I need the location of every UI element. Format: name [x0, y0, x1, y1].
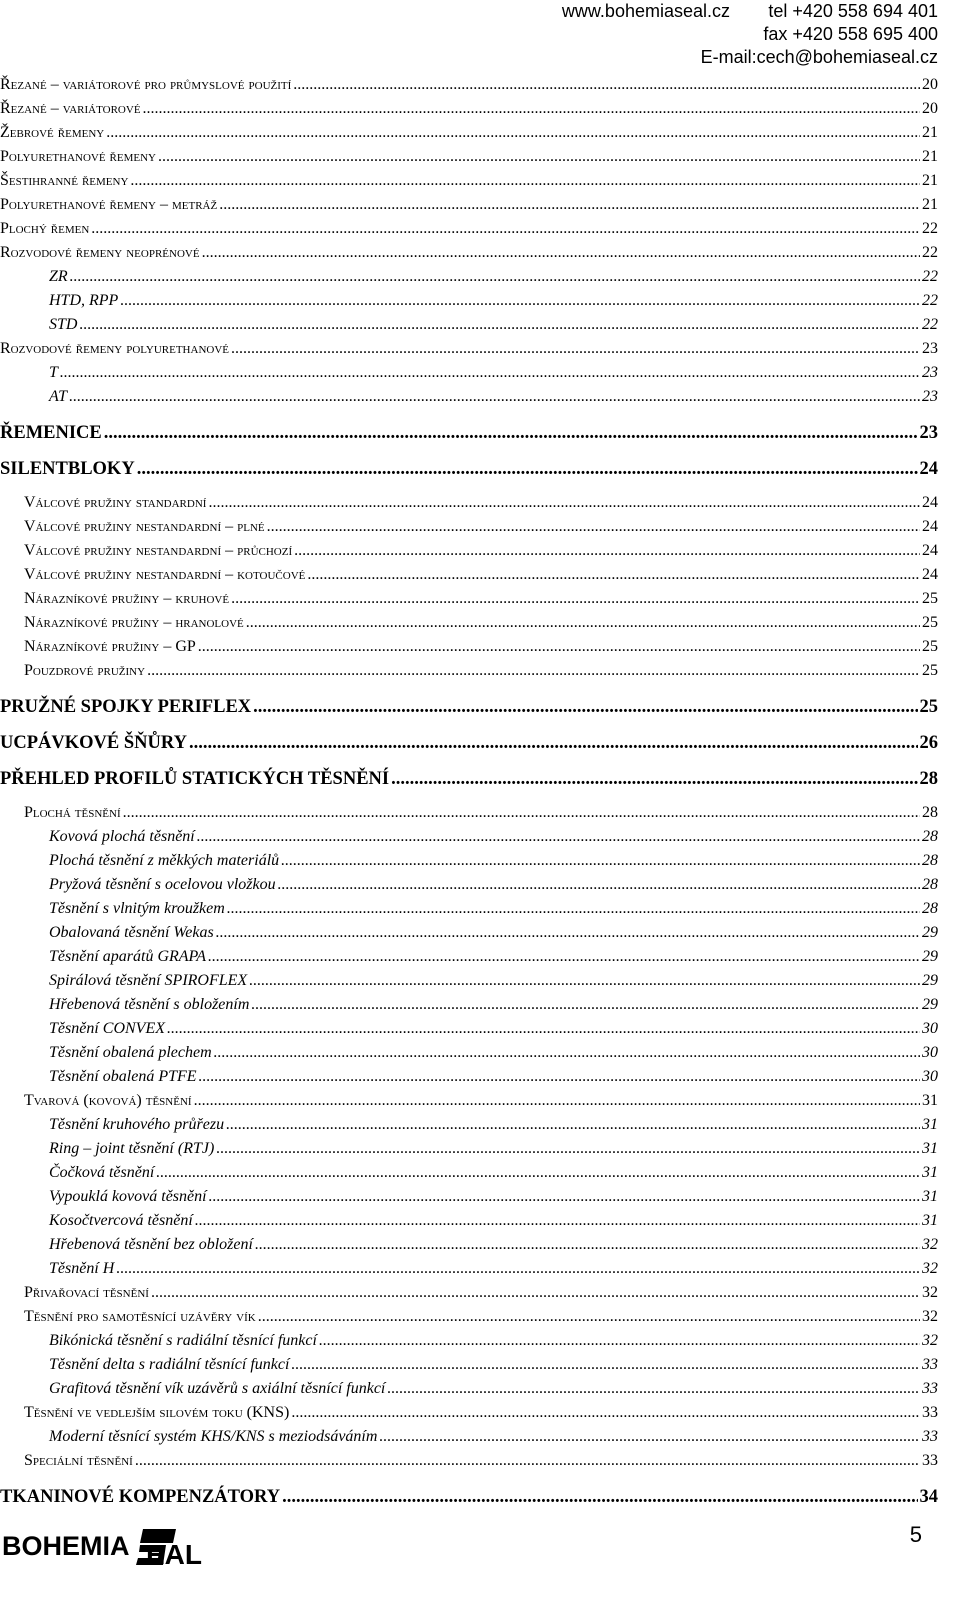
toc-leader-dots — [281, 849, 920, 873]
toc-entry[interactable] — [0, 491, 938, 515]
toc-entry-title: Grafitová těsnění vík uzávěrů s axiální těsnící funkcí — [49, 1380, 386, 1397]
toc-entry-page: 32 — [922, 1236, 938, 1253]
toc-entry-title: Šestihranné řemeny — [0, 172, 129, 189]
toc-leader-dots — [214, 1041, 920, 1065]
toc-entry-title: Těsnění H — [49, 1260, 115, 1277]
toc-entry-title: Rozvodové řemeny polyurethanové — [0, 340, 229, 357]
toc-leader-dots — [167, 1017, 920, 1041]
toc-leader-dots — [227, 897, 920, 921]
toc-entry-page: 23 — [922, 340, 938, 357]
toc-leader-dots — [147, 659, 920, 683]
toc-entry[interactable] — [0, 1185, 938, 1209]
toc-leader-dots — [391, 761, 917, 797]
toc-entry[interactable] — [0, 1113, 938, 1137]
page-number: 5 — [909, 1522, 922, 1547]
toc-entry[interactable] — [0, 217, 938, 241]
toc-entry-title: Hřebenová těsnění bez obložení — [49, 1236, 253, 1253]
header-tel: tel +420 558 694 401 — [768, 1, 938, 21]
toc-leader-dots — [199, 1065, 920, 1089]
toc-entry-page: 30 — [922, 1068, 938, 1085]
toc-entry-title: Pryžová těsnění s ocelovou vložkou — [49, 876, 276, 893]
toc-leader-dots — [231, 337, 920, 361]
toc-entry[interactable] — [0, 169, 938, 193]
toc-leader-dots — [143, 97, 920, 121]
toc-entry[interactable] — [0, 451, 938, 487]
toc-entry-title: Těsnění delta s radiální těsnící funkcí — [49, 1356, 290, 1373]
toc-leader-dots — [246, 611, 920, 635]
toc-entry-title: Vypouklá kovová těsnění — [49, 1188, 207, 1205]
toc-entry[interactable] — [0, 265, 938, 289]
toc-entry-title: Těsnění obalená plechem — [49, 1044, 212, 1061]
toc-entry-page: 33 — [922, 1356, 938, 1373]
toc-entry-page: 28 — [922, 828, 938, 845]
toc-entry-page: 31 — [922, 1164, 938, 1181]
toc-leader-dots — [255, 1233, 920, 1257]
toc-entry[interactable] — [0, 921, 938, 945]
toc-leader-dots — [158, 145, 920, 169]
toc-entry[interactable] — [0, 945, 938, 969]
toc-entry-page: 31 — [922, 1140, 938, 1157]
toc-entry[interactable] — [0, 611, 938, 635]
toc-entry-page: 20 — [922, 76, 938, 93]
toc-entry-page: 31 — [922, 1092, 938, 1109]
toc-entry-page: 22 — [922, 316, 938, 333]
toc-entry-page: 24 — [922, 518, 938, 535]
toc-entry[interactable] — [0, 289, 938, 313]
toc-leader-dots — [249, 969, 920, 993]
toc-entry[interactable] — [0, 385, 938, 409]
toc-entry-title: TKANINOVÉ KOMPENZÁTORY — [0, 1487, 281, 1507]
toc-leader-dots — [209, 1185, 920, 1209]
toc-entry-title: Plochý řemen — [0, 220, 90, 237]
toc-entry-title: Plochá těsnění z měkkých materiálů — [49, 852, 280, 869]
svg-text:EAL: EAL — [146, 1539, 202, 1567]
toc-entry-title: Těsnění CONVEX — [49, 1020, 165, 1037]
toc-entry-page: 25 — [922, 590, 938, 607]
toc-entry[interactable] — [0, 1401, 938, 1425]
toc-entry[interactable] — [0, 725, 938, 761]
toc-entry[interactable] — [0, 1041, 938, 1065]
toc-entry-page: 32 — [922, 1332, 938, 1349]
toc-entry-title: Řezané – variátorové pro průmyslové použití — [0, 76, 292, 93]
toc-entry[interactable] — [0, 825, 938, 849]
toc-leader-dots — [251, 993, 920, 1017]
website-link[interactable]: www.bohemiaseal.cz — [561, 1, 730, 21]
toc-entry-page: 26 — [919, 733, 938, 753]
toc-entry-page: 21 — [922, 124, 938, 141]
toc-entry-title: Moderní těsnící systém KHS/KNS s meziodsáváním — [49, 1428, 378, 1445]
toc-entry[interactable] — [0, 241, 938, 265]
toc-entry-page: 31 — [922, 1212, 938, 1229]
toc-entry-page: 22 — [922, 244, 938, 261]
toc-leader-dots — [116, 1257, 920, 1281]
toc-leader-dots — [387, 1377, 920, 1401]
toc-leader-dots — [216, 921, 920, 945]
toc-entry[interactable] — [0, 897, 938, 921]
toc-entry[interactable] — [0, 993, 938, 1017]
toc-entry[interactable] — [0, 1329, 938, 1353]
toc-entry[interactable] — [0, 1161, 938, 1185]
toc-entry-title: Řezané – variátorové — [0, 100, 141, 117]
toc-entry-title: Čočková těsnění — [49, 1164, 155, 1181]
toc-leader-dots — [208, 491, 920, 515]
toc-entry-title: Přivařovací těsnění — [24, 1284, 149, 1301]
toc-entry-page: 24 — [922, 542, 938, 559]
table-of-contents — [0, 73, 938, 1515]
toc-entry-title: Speciální těsnění — [24, 1452, 133, 1469]
toc-entry-title: AT — [49, 388, 68, 405]
toc-leader-dots — [278, 873, 920, 897]
toc-leader-dots — [106, 121, 920, 145]
toc-entry-page: 32 — [922, 1308, 938, 1325]
toc-entry-title: Těsnění s vlnitým kroužkem — [49, 900, 225, 917]
toc-entry-title: Válcové pružiny nestandardní – kotoučové — [24, 566, 306, 583]
toc-entry-page: 20 — [922, 100, 938, 117]
toc-leader-dots — [70, 265, 920, 289]
toc-entry-title: PŘEHLED PROFILŮ STATICKÝCH TĚSNĚNÍ — [0, 769, 390, 789]
toc-entry-title: Obalovaná těsnění Wekas — [49, 924, 214, 941]
toc-entry[interactable] — [0, 1281, 938, 1305]
toc-leader-dots — [151, 1281, 920, 1305]
toc-entry-title: Těsnění obalená PTFE — [49, 1068, 197, 1085]
toc-entry[interactable] — [0, 97, 938, 121]
toc-entry-page: 25 — [919, 697, 938, 717]
toc-entry[interactable] — [0, 1377, 938, 1401]
toc-entry-page: 29 — [922, 972, 938, 989]
toc-entry[interactable] — [0, 1233, 938, 1257]
toc-leader-dots — [294, 539, 920, 563]
toc-entry-title: T — [49, 364, 58, 381]
toc-entry[interactable] — [0, 121, 938, 145]
toc-entry-page: 22 — [922, 292, 938, 309]
toc-entry[interactable] — [0, 761, 938, 797]
toc-entry-title: Bikónická těsnění s radiální těsnící funkcí — [49, 1332, 317, 1349]
toc-leader-dots — [307, 563, 920, 587]
toc-entry[interactable] — [0, 73, 938, 97]
toc-entry-page: 28 — [922, 852, 938, 869]
toc-entry[interactable] — [0, 689, 938, 725]
toc-leader-dots — [253, 689, 917, 725]
toc-entry-page: 24 — [919, 459, 938, 479]
toc-entry-title: Těsnění aparátů GRAPA — [49, 948, 207, 965]
toc-entry[interactable] — [0, 1425, 938, 1449]
toc-entry-page: 31 — [922, 1188, 938, 1205]
toc-entry-page: 33 — [922, 1380, 938, 1397]
toc-leader-dots — [258, 1305, 920, 1329]
toc-entry-page: 29 — [922, 948, 938, 965]
toc-entry-page: 24 — [922, 494, 938, 511]
toc-leader-dots — [137, 451, 918, 487]
toc-entry-title: UCPÁVKOVÉ ŠŇŮRY — [0, 733, 187, 753]
toc-entry-page: 22 — [922, 220, 938, 237]
toc-entry-title: Válcové pružiny nestandardní – plné — [24, 518, 265, 535]
toc-entry-page: 25 — [922, 614, 938, 631]
toc-entry-page: 31 — [922, 1116, 938, 1133]
company-logo — [0, 1525, 230, 1565]
toc-entry-page: 21 — [922, 196, 938, 213]
toc-entry-title: HTD, RPP — [49, 292, 119, 309]
toc-leader-dots — [379, 1425, 920, 1449]
toc-leader-dots — [135, 1449, 920, 1473]
toc-entry-title: Nárazníkové pružiny – kruhové — [24, 590, 230, 607]
toc-leader-dots — [123, 801, 920, 825]
toc-entry-page: 23 — [922, 364, 938, 381]
toc-entry-title: Rozvodové řemeny neoprénové — [0, 244, 200, 261]
toc-entry-title: Těsnění pro samotěsnící uzávěry vík — [24, 1308, 256, 1325]
toc-leader-dots — [194, 1089, 920, 1113]
toc-leader-dots — [195, 1209, 920, 1233]
toc-entry[interactable] — [0, 145, 938, 169]
toc-entry[interactable] — [0, 587, 938, 611]
toc-leader-dots — [291, 1353, 920, 1377]
toc-leader-dots — [91, 217, 920, 241]
toc-entry-title: Polyurethanové řemeny — [0, 148, 157, 165]
toc-leader-dots — [231, 587, 920, 611]
toc-entry-page: 25 — [922, 638, 938, 655]
toc-entry[interactable] — [0, 515, 938, 539]
toc-leader-dots — [60, 361, 920, 385]
toc-entry[interactable] — [0, 193, 938, 217]
page-header — [561, 0, 938, 69]
toc-entry-page: 30 — [922, 1044, 938, 1061]
toc-leader-dots — [79, 313, 920, 337]
toc-entry[interactable] — [0, 1209, 938, 1233]
toc-entry-page: 23 — [922, 388, 938, 405]
toc-entry-page: 22 — [922, 268, 938, 285]
header-fax: fax +420 558 695 400 — [763, 24, 938, 44]
toc-entry-title: STD — [49, 316, 78, 333]
toc-entry-title: Válcové pružiny standardní — [24, 494, 207, 511]
toc-entry-page: 34 — [919, 1487, 938, 1507]
toc-leader-dots — [319, 1329, 920, 1353]
toc-entry-title: Pouzdrové pružiny — [24, 662, 146, 679]
toc-entry[interactable] — [0, 1353, 938, 1377]
toc-entry[interactable] — [0, 849, 938, 873]
toc-leader-dots — [104, 415, 918, 451]
toc-entry-page: 29 — [922, 924, 938, 941]
toc-leader-dots — [69, 385, 920, 409]
toc-entry[interactable] — [0, 539, 938, 563]
toc-leader-dots — [202, 241, 920, 265]
toc-entry-page: 23 — [919, 423, 938, 443]
toc-leader-dots — [197, 825, 920, 849]
toc-entry[interactable] — [0, 415, 938, 451]
toc-leader-dots — [189, 725, 918, 761]
toc-entry[interactable] — [0, 1065, 938, 1089]
toc-entry-title: ŘEMENICE — [0, 423, 102, 443]
toc-entry[interactable] — [0, 1089, 938, 1113]
toc-leader-dots — [120, 289, 920, 313]
toc-entry[interactable] — [0, 801, 938, 825]
toc-entry-title: Hřebenová těsnění s obložením — [49, 996, 250, 1013]
toc-entry-page: 32 — [922, 1260, 938, 1277]
toc-entry-title: ZR — [49, 268, 68, 285]
toc-entry[interactable] — [0, 1479, 938, 1515]
toc-entry-title: Kovová plochá těsnění — [49, 828, 195, 845]
toc-entry-title: Kosočtvercová těsnění — [49, 1212, 193, 1229]
toc-entry-title: Plochá těsnění — [24, 804, 121, 821]
toc-entry-title: Těsnění ve vedlejším silovém toku (KNS) — [24, 1404, 290, 1421]
toc-leader-dots — [282, 1479, 917, 1515]
toc-leader-dots — [293, 73, 920, 97]
toc-entry[interactable] — [0, 1017, 938, 1041]
toc-entry[interactable] — [0, 337, 938, 361]
toc-entry-page: 25 — [922, 662, 938, 679]
toc-entry[interactable] — [0, 635, 938, 659]
toc-entry-page: 28 — [922, 876, 938, 893]
toc-leader-dots — [156, 1161, 920, 1185]
toc-entry-title: Žebrové řemeny — [0, 124, 105, 141]
toc-entry-page: 21 — [922, 172, 938, 189]
toc-entry[interactable] — [0, 1257, 938, 1281]
toc-leader-dots — [219, 193, 920, 217]
toc-entry-title: Nárazníkové pružiny – hranolové — [24, 614, 244, 631]
toc-leader-dots — [130, 169, 920, 193]
toc-entry[interactable] — [0, 969, 938, 993]
toc-entry[interactable] — [0, 1305, 938, 1329]
toc-entry-page: 21 — [922, 148, 938, 165]
toc-leader-dots — [226, 1113, 920, 1137]
toc-entry[interactable] — [0, 1449, 938, 1473]
toc-entry-page: 28 — [922, 900, 938, 917]
svg-text:BOHEMIA: BOHEMIA — [2, 1531, 130, 1561]
toc-entry-page: 33 — [922, 1404, 938, 1421]
toc-entry-title: Válcové pružiny nestandardní – průchozí — [24, 542, 293, 559]
toc-entry[interactable] — [0, 563, 938, 587]
toc-entry-title: Tvarová (kovová) těsnění — [24, 1092, 192, 1109]
toc-entry-title: PRUŽNÉ SPOJKY PERIFLEX — [0, 697, 252, 717]
toc-entry[interactable] — [0, 1137, 938, 1161]
toc-entry-page: 28 — [922, 804, 938, 821]
toc-entry-page: 33 — [922, 1428, 938, 1445]
toc-entry-title: Ring – joint těsnění (RTJ) — [49, 1140, 215, 1157]
toc-entry-title: Polyurethanové řemeny – metráž — [0, 196, 218, 213]
toc-entry-title: Spirálová těsnění SPIROFLEX — [49, 972, 248, 989]
toc-entry-page: 32 — [922, 1284, 938, 1301]
toc-entry[interactable] — [0, 659, 938, 683]
toc-entry-page: 33 — [922, 1452, 938, 1469]
toc-entry-title: Těsnění kruhového průřezu — [49, 1116, 225, 1133]
toc-entry[interactable] — [0, 361, 938, 385]
toc-leader-dots — [291, 1401, 920, 1425]
toc-entry[interactable] — [0, 873, 938, 897]
toc-leader-dots — [208, 945, 920, 969]
toc-entry-page: 24 — [922, 566, 938, 583]
toc-entry-page: 28 — [919, 769, 938, 789]
toc-entry-page: 29 — [922, 996, 938, 1013]
toc-entry-title: Nárazníkové pružiny – GP — [24, 638, 196, 655]
toc-entry-title: SILENTBLOKY — [0, 459, 135, 479]
toc-leader-dots — [267, 515, 920, 539]
bohemia-seal-logo-icon — [0, 1525, 230, 1567]
toc-entry[interactable] — [0, 313, 938, 337]
toc-leader-dots — [198, 635, 920, 659]
toc-entry-page: 30 — [922, 1020, 938, 1037]
toc-leader-dots — [216, 1137, 920, 1161]
header-email[interactable]: E-mail:cech@bohemiaseal.cz — [700, 47, 938, 67]
